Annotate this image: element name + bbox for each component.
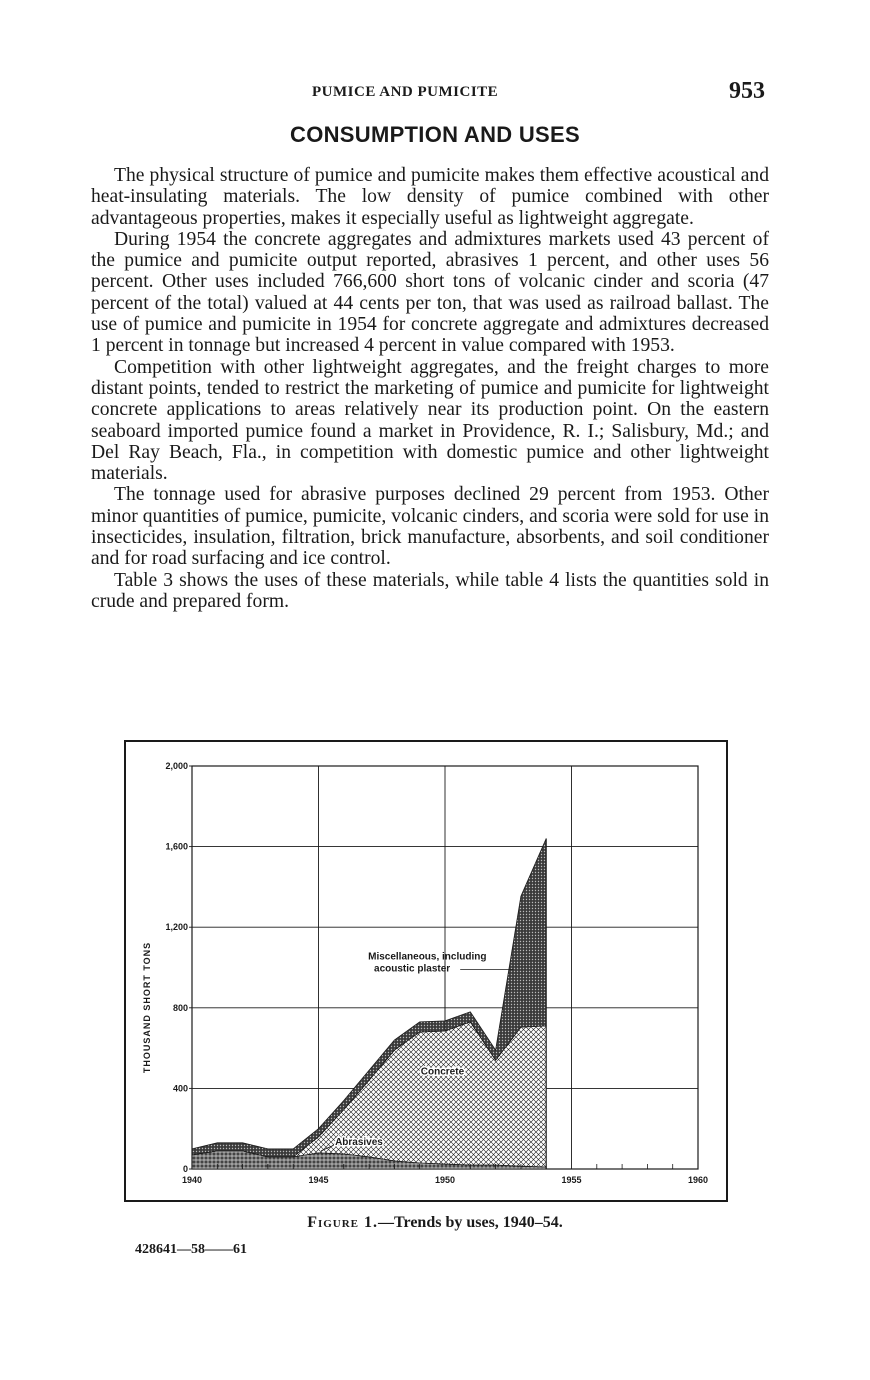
- x-tick-label: 1950: [434, 1175, 456, 1185]
- y-tick-label: 1,600: [165, 841, 188, 852]
- body-text: [91, 165, 769, 612]
- paragraph: Competition with other lightweight aggregates, and the freight charges to more distant points, tended to restrict the marketing of pumice and pumicite for lightweight concrete applications to areas relatively near its production point. On the eastern seaboard imported pumice found a market in Providence, R. I.; Salisbury, Md.; and Del Ray Beach, Fla., in competition with domestic pumice and other lightweight materials.: [91, 356, 769, 485]
- annotation-misc-line2: acoustic plaster: [374, 963, 451, 975]
- figure-caption-label: Figure 1.: [307, 1214, 379, 1231]
- figure-caption-text: —Trends by uses, 1940–54.: [378, 1214, 563, 1231]
- x-tick-label: 1945: [308, 1175, 329, 1185]
- figure-caption: [0, 1214, 870, 1232]
- y-axis-title: THOUSAND SHORT TONS: [142, 941, 152, 1074]
- x-tick-label: 1960: [687, 1175, 709, 1185]
- trends-chart: [126, 742, 726, 1200]
- y-tick-label: 800: [172, 1002, 188, 1013]
- paragraph: Table 3 shows the uses of these materials, while table 4 lists the quantities sold in crude and prepared form.: [91, 569, 769, 612]
- section-title: CONSUMPTION AND USES: [290, 122, 580, 147]
- paragraph: The tonnage used for abrasive purposes declined 29 percent from 1953. Other minor quantities of pumice, pumicite, volcanic cinders, and scoria were sold for use in insecticides, insulation, filtration, brick manufacture, absorbents, and soil conditioner and for road surfacing and ice control.: [91, 484, 769, 570]
- running-head: PUMICE AND PUMICITE: [312, 84, 499, 100]
- chart-areas: [192, 839, 546, 1170]
- y-tick-label: 400: [172, 1083, 188, 1094]
- page-number: 953: [729, 78, 765, 104]
- y-tick-label: 0: [182, 1164, 188, 1174]
- paragraph: During 1954 the concrete aggregates and admixtures markets used 43 percent of the pumice and pumicite output reported, abrasives 1 percent, and other uses 56 percent. Other uses included 766,600 short tons of volcanic cinder and scoria (47 percent of the total) valued at 44 cents per ton, that was used as railroad ballast. The use of pumice and pumicite in 1954 for concrete aggregate and admixtures decreased 1 percent in tonnage but increased 4 percent in value compared with 1953.: [91, 228, 769, 357]
- annotation-abrasives: Abrasives: [335, 1136, 383, 1148]
- figure-frame: [124, 740, 728, 1202]
- paragraph: The physical structure of pumice and pumicite makes them effective acoustical and heat-insulating materials. The low density of pumice combined with other advantageous properties, makes it especially useful as lightweight aggregate.: [91, 165, 769, 229]
- y-tick-label: 1,200: [165, 922, 188, 933]
- x-tick-label: 1940: [181, 1175, 203, 1185]
- annotation-misc-line1: Miscellaneous, including: [368, 951, 487, 963]
- annotation-concrete: Concrete: [420, 1066, 465, 1078]
- y-tick-label: 2,000: [165, 761, 188, 771]
- print-code: 428641—58——61: [135, 1242, 247, 1257]
- x-tick-label: 1955: [561, 1175, 582, 1185]
